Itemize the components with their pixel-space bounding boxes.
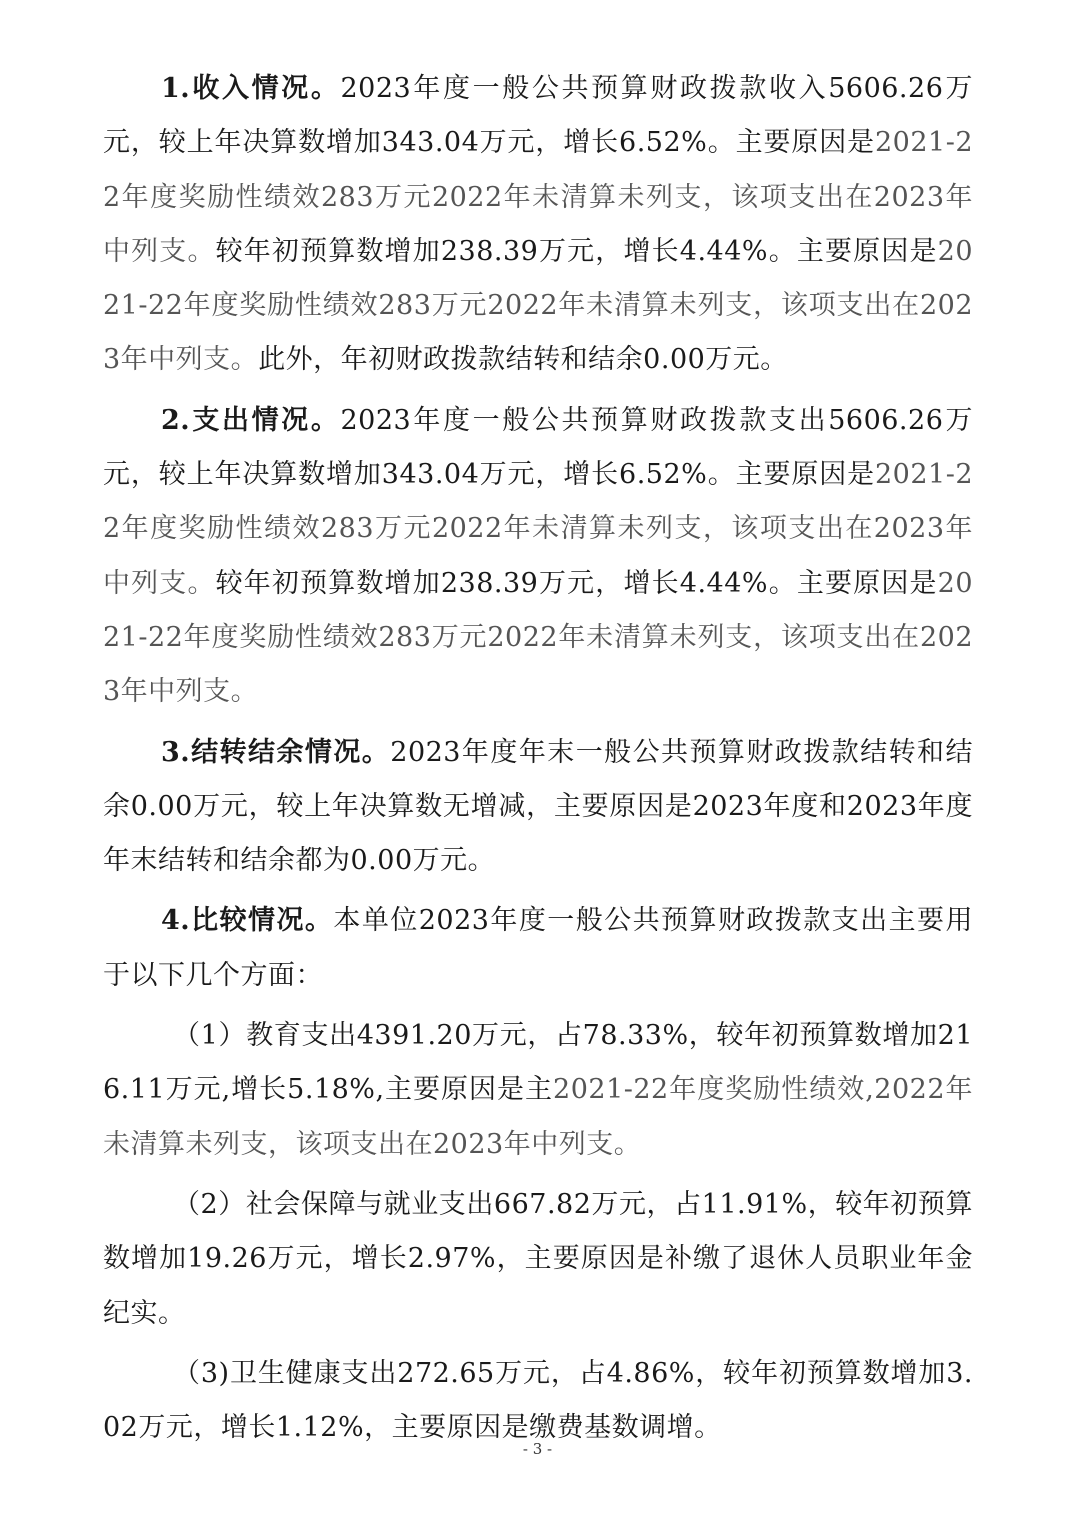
- expense-heading: 2.支出情况。: [161, 404, 341, 436]
- income-reason-2: 2021-22年度奖励性绩效283万元2022年未清算未列支，该项支出在2023年中列支。: [103, 235, 973, 376]
- income-text-2: 较年初预算数增加238.39万元，增长4.44%。主要原因是: [215, 235, 938, 267]
- page-number: - 3 -: [522, 1440, 553, 1458]
- document-body: [103, 62, 973, 1461]
- education-item: [103, 1009, 973, 1172]
- expense-text: 2023年度一般公共预算财政拨款支出5606.26万元，较上年决算数增加343.04万元，增长6.52%。主要原因是: [103, 404, 974, 491]
- carryover-heading: 3.结转结余情况。: [161, 736, 391, 768]
- expense-text-2: 较年初预算数增加238.39万元，增长4.44%。主要原因是: [215, 567, 938, 599]
- income-reason-1: 2021-22年度奖励性绩效283万元2022年未清算未列支，该项支出在2023年中列支。: [103, 127, 973, 267]
- income-heading: 1.收入情况。: [161, 73, 341, 104]
- comparison-text: 本单位2023年度一般公共预算财政拨款支出主要用于以下几个方面：: [103, 905, 974, 991]
- income-text-3: 此外，年初财政拨款结转和结余0.00万元。: [258, 344, 788, 376]
- expense-paragraph: [103, 394, 973, 720]
- education-reason: 2021-22年度奖励性绩效,2022年未清算未列支，该项支出在2023年中列支。: [103, 1074, 973, 1160]
- carryover-text: 2023年度年末一般公共预算财政拨款结转和结余0.00万元，较上年决算数无增减，主要原因是2023年度和2023年度年末结转和结余都为0.00万元。: [103, 736, 974, 877]
- income-paragraph: [103, 62, 973, 388]
- expense-reason-1: 2021-22年度奖励性绩效283万元2022年未清算未列支，该项支出在2023年中列支。: [103, 459, 973, 599]
- social-security-item: [103, 1178, 973, 1341]
- health-text: （3)卫生健康支出272.65万元，占4.86%，较年初预算数增加3.02万元，增长1.12%，主要原因是缴费基数调增。: [103, 1357, 973, 1444]
- social-security-text: （2）社会保障与就业支出667.82万元，占11.91%，较年初预算数增加19.26万元，增长2.97%，主要原因是补缴了退休人员职业年金纪实。: [103, 1188, 973, 1329]
- carryover-paragraph: [103, 726, 973, 889]
- comparison-paragraph: [103, 894, 973, 1003]
- comparison-heading: 4.比较情况。: [161, 905, 334, 937]
- income-text: 2023年度一般公共预算财政拨款收入5606.26万元，较上年决算数增加343.04万元，增长6.52%。主要原因是: [103, 73, 974, 159]
- education-text: （1）教育支出4391.20万元，占78.33%，较年初预算数增加216.11万元,增长5.18%,主要原因是主: [103, 1020, 973, 1106]
- expense-reason-2: 2021-22年度奖励性绩效283万元2022年未清算未列支，该项支出在2023年中列支。: [103, 567, 973, 708]
